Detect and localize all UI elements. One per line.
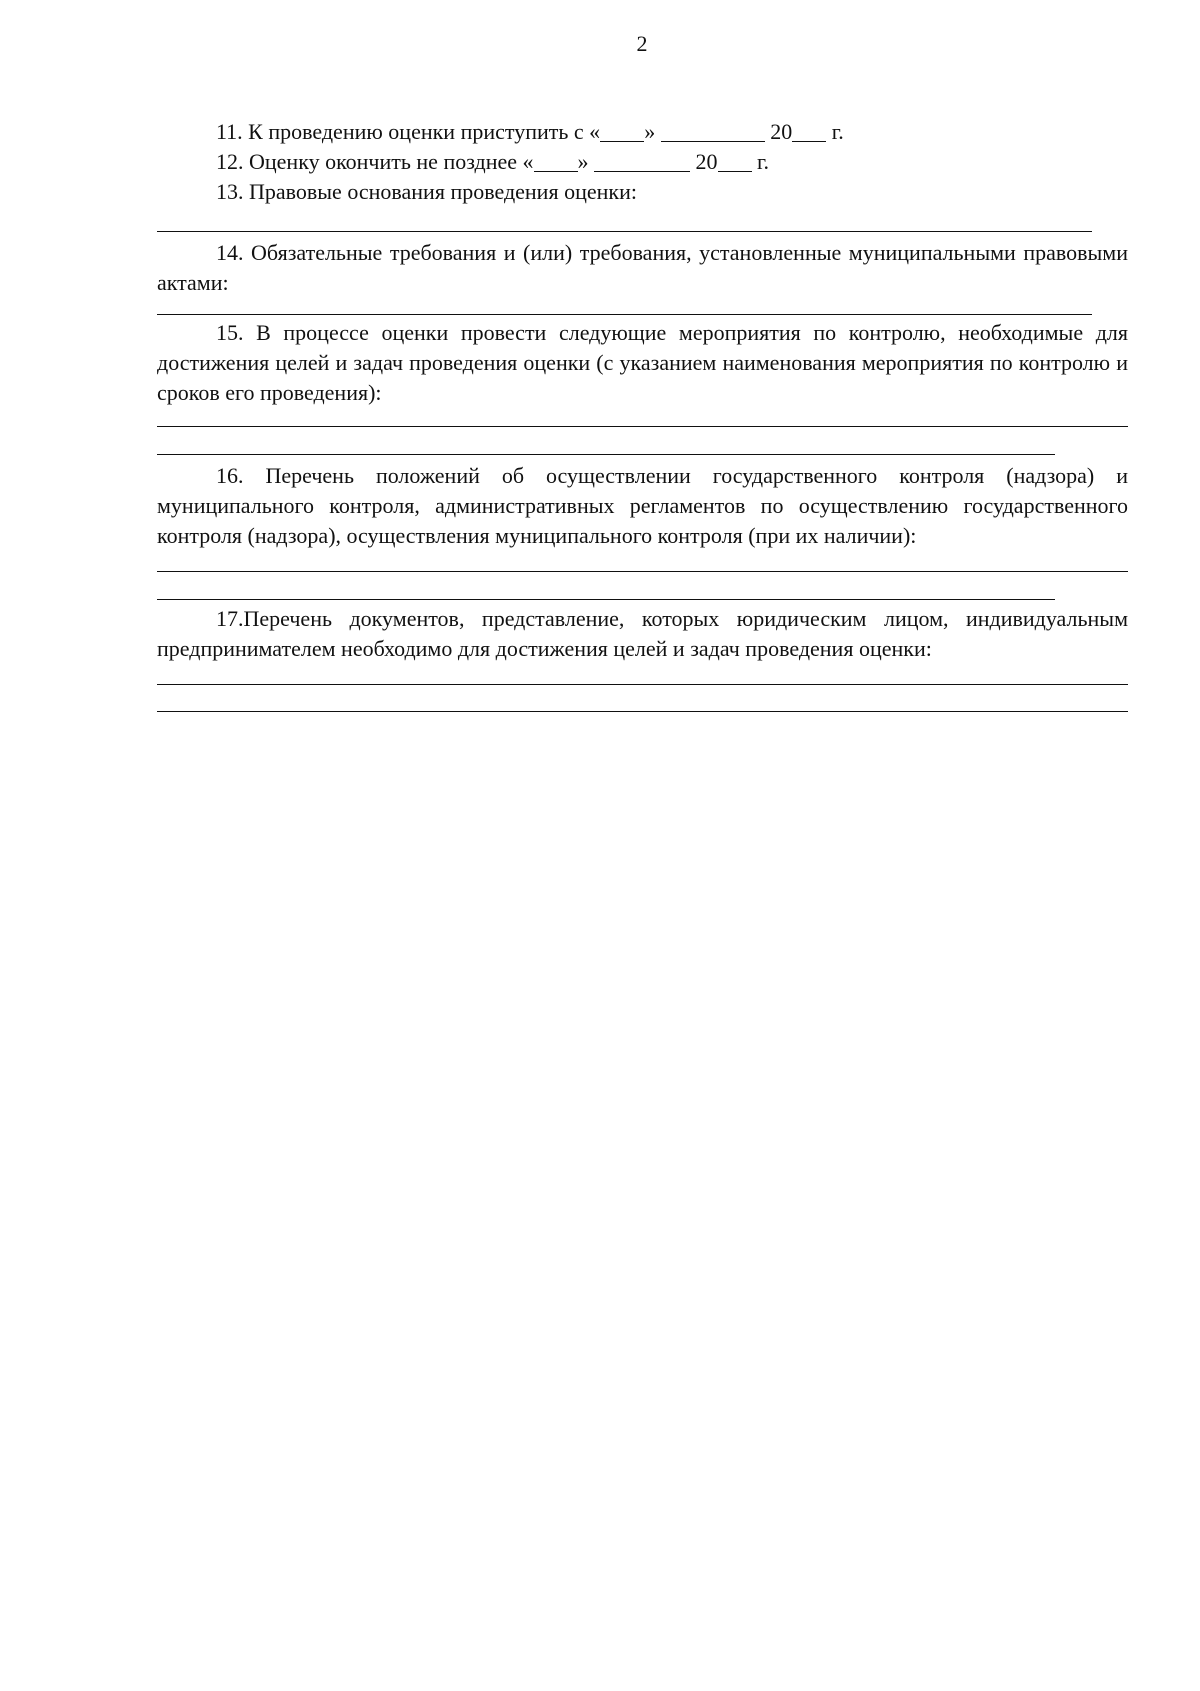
item-14: 14. Обязательные требования и (или) требования, установленные муниципальными правовыми актами:: [157, 240, 1128, 295]
item-11-text: 11. К проведению оценки приступить с «: [216, 119, 601, 144]
item-12-day-field[interactable]: [534, 149, 578, 172]
item-16: 16. Перечень положений об осуществлении государственного контроля (надзора) и муниципального контроля, административных регламентов по осуществлению государственного контроля (надзора), осуществления муниципального контроля (при их наличии):: [157, 463, 1128, 548]
item-12: [157, 147, 1128, 177]
item-12-suffix: г.: [757, 149, 770, 174]
item-11-year-field[interactable]: [792, 119, 826, 142]
item-12-text: 12. Оценку окончить не позднее «: [216, 149, 534, 174]
item-11-close-quote: »: [644, 119, 656, 144]
item-12-year-field[interactable]: [718, 149, 752, 172]
item-17-fill-line-2[interactable]: [157, 711, 1128, 712]
item-11-suffix: г.: [831, 119, 844, 144]
item-11: [157, 117, 1128, 147]
item-15: 15. В процессе оценки провести следующие мероприятия по контролю, необходимые для достижения целей и задач проведения оценки (с указанием наименования мероприятия по контролю и сроков его проведения):: [157, 320, 1128, 405]
item-12-month-field[interactable]: [594, 149, 690, 172]
item-17: 17.Перечень документов, представление, которых юридическим лицом, индивидуальным предпринимателем необходимо для достижения целей и задач проведения оценки:: [157, 606, 1128, 661]
item-11-month-field[interactable]: [661, 119, 765, 142]
item-13: 13. Правовые основания проведения оценки:: [216, 179, 637, 204]
item-12-year-prefix: 20: [695, 149, 718, 174]
document-body: [157, 117, 1128, 712]
item-11-day-field[interactable]: [600, 119, 644, 142]
page-number: 2: [636, 31, 648, 56]
item-11-year-prefix: 20: [770, 119, 793, 144]
item-12-close-quote: »: [577, 149, 589, 174]
